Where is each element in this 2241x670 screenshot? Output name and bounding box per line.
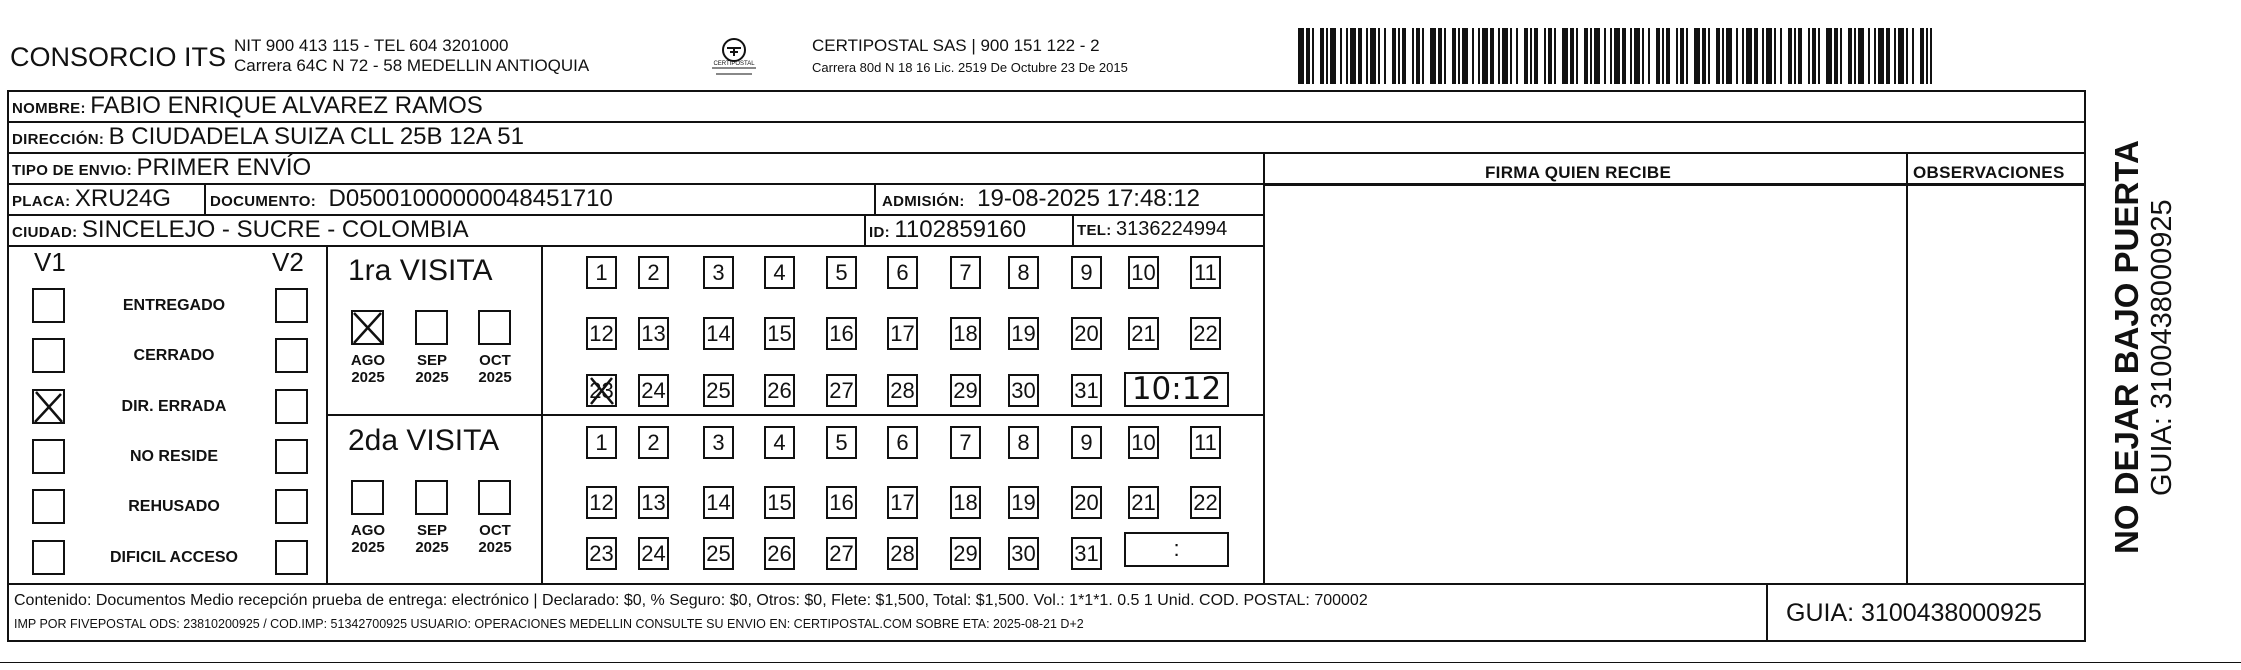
admision-field [882, 185, 1200, 213]
barcode-bar [1874, 28, 1876, 84]
barcode-bar [1834, 28, 1838, 84]
barcode-bar [1398, 28, 1400, 84]
v2-checkbox-rehusado[interactable] [275, 489, 308, 524]
barcode-bar [1452, 28, 1456, 84]
barcode-bar [1366, 28, 1368, 84]
barcode-bar [1392, 28, 1396, 84]
second-visit-day-11[interactable]: 11 [1190, 426, 1221, 459]
barcode-bar [1584, 28, 1588, 84]
first-visit-day-23[interactable]: 23 [586, 374, 617, 407]
barcode-bar [1416, 28, 1420, 84]
ciudad-value: SINCELEJO - SUCRE - COLOMBIA [81, 216, 469, 243]
tel-field [1077, 218, 1227, 241]
barcode-bar [1648, 28, 1650, 84]
tipo-envio-value: PRIMER ENVÍO [136, 154, 312, 181]
second-visit-day-5[interactable]: 5 [826, 426, 857, 459]
signature-area[interactable] [1265, 187, 1906, 583]
ciudad-label: CIUDAD: [12, 224, 78, 241]
barcode-bar [1350, 28, 1356, 84]
barcode-bar [1444, 28, 1446, 84]
status-label-cerrado: CERRADO [133, 347, 215, 364]
barcode-bar [1340, 28, 1342, 84]
barcode-bar [1462, 28, 1468, 84]
first-visit-day-21[interactable]: 21 [1128, 317, 1159, 350]
second-visit-day-18[interactable]: 18 [950, 486, 981, 519]
v2-checkbox-cerrado[interactable] [275, 338, 308, 373]
barcode-bar [1634, 28, 1640, 84]
barcode-bar [1848, 28, 1852, 84]
first-visit-day-27[interactable]: 27 [826, 374, 857, 407]
barcode-bar [1438, 28, 1442, 84]
second-visit-day-19[interactable]: 19 [1008, 486, 1039, 519]
tipo-envio-label: TIPO DE ENVIO: [12, 162, 133, 179]
barcode-bar [1726, 28, 1732, 84]
second-visit-month-label: SEP 2025 [415, 522, 449, 556]
barcode-bar [1510, 28, 1512, 84]
status-label-dificil-acceso: DIFICIL ACCESO [109, 549, 238, 566]
barcode-bar [1808, 28, 1810, 84]
second-visit-day-27[interactable]: 27 [826, 537, 857, 570]
first-visit-day-6[interactable]: 6 [887, 256, 918, 289]
barcode-bar [1754, 28, 1758, 84]
second-visit-time[interactable]: : [1124, 532, 1229, 567]
barcode-bar [1604, 28, 1606, 84]
barcode-bar [1614, 28, 1620, 84]
firma-header: FIRMA QUIEN RECIBE [1485, 163, 1672, 182]
id-label: ID: [869, 224, 890, 241]
barcode-bar [1912, 28, 1914, 84]
observations-area[interactable] [1908, 187, 2084, 583]
first-visit-day-4[interactable]: 4 [764, 256, 795, 289]
v1-checkbox-dificil-acceso[interactable] [32, 540, 65, 575]
barcode-bar [1482, 28, 1488, 84]
side-guia: GUIA: 3100438000925 [2146, 199, 2178, 496]
second-visit-day-29[interactable]: 29 [950, 537, 981, 570]
second-visit-day-23[interactable]: 23 [586, 537, 617, 570]
documento-label: DOCUMENTO: [210, 193, 317, 210]
barcode-bar [1656, 28, 1660, 84]
v2-checkbox-dificil-acceso[interactable] [275, 540, 308, 575]
direccion-label: DIRECCIÓN: [12, 131, 105, 148]
admision-value: 19-08-2025 17:48:12 [977, 185, 1201, 212]
v2-checkbox-no-reside[interactable] [275, 439, 308, 474]
barcode-bar [1662, 28, 1664, 84]
nombre-value: FABIO ENRIQUE ALVAREZ RAMOS [90, 92, 483, 119]
barcode-bar [1370, 28, 1376, 84]
first-visit-day-29[interactable]: 29 [950, 374, 981, 407]
barcode-bar [1530, 28, 1532, 84]
logo-caption: CERTIPOSTAL [713, 61, 755, 67]
barcode-bar [1926, 28, 1928, 84]
barcode-bar [1762, 28, 1764, 84]
first-visit-day-12[interactable]: 12 [586, 317, 617, 350]
first-visit-day-30[interactable]: 30 [1008, 374, 1039, 407]
barcode-bar [1930, 28, 1932, 84]
barcode-bar [1858, 28, 1864, 84]
barcode-bar [1798, 28, 1802, 84]
footer-guia: GUIA: 3100438000925 [1786, 599, 2042, 627]
barcode-bar [1878, 28, 1884, 84]
second-visit-month-oct[interactable] [478, 480, 511, 515]
first-visit-time[interactable]: 10:12 [1124, 372, 1229, 407]
first-visit-title: 1ra VISITA [348, 254, 493, 287]
second-visit-day-28[interactable]: 28 [887, 537, 918, 570]
barcode-bar [1472, 28, 1474, 84]
barcode-bar [1898, 28, 1904, 84]
courier-name: CERTIPOSTAL SAS | 900 151 122 - 2 [812, 36, 1100, 55]
company-name: CONSORCIO ITS [10, 42, 227, 72]
barcode-bar [1722, 28, 1724, 84]
status-label-dir-errada: DIR. ERRADA [121, 398, 227, 415]
second-visit-day-14[interactable]: 14 [703, 486, 734, 519]
barcode-bar [1716, 28, 1720, 84]
second-visit-day-20[interactable]: 20 [1071, 486, 1102, 519]
barcode-bar [1622, 28, 1626, 84]
second-visit-month-sep[interactable] [415, 480, 448, 515]
documento-value: D05001000000048451710 [328, 185, 613, 212]
second-visit-day-17[interactable]: 17 [887, 486, 918, 519]
barcode-bar [1702, 28, 1706, 84]
second-visit-day-9[interactable]: 9 [1071, 426, 1102, 459]
first-visit-month-ago[interactable] [351, 310, 384, 345]
second-visit-day-3[interactable]: 3 [703, 426, 734, 459]
first-visit-day-20[interactable]: 20 [1071, 317, 1102, 350]
company-nit: NIT 900 413 115 - TEL 604 3201000 [234, 36, 509, 55]
barcode-bar [1422, 28, 1424, 84]
barcode-bar [1812, 28, 1816, 84]
v1-checkbox-dir-errada[interactable] [32, 389, 65, 424]
v2-checkbox-entregado[interactable] [275, 288, 308, 323]
first-visit-day-13[interactable]: 13 [638, 317, 669, 350]
documento-field [210, 185, 613, 213]
barcode-bar [1544, 28, 1546, 84]
barcode-bar [1378, 28, 1380, 84]
second-visit-day-25[interactable]: 25 [703, 537, 734, 570]
first-visit-month-sep[interactable] [415, 310, 448, 345]
barcode-bar [1736, 28, 1738, 84]
barcode-bar [1516, 28, 1518, 84]
barcode-bar [1490, 28, 1494, 84]
barcode-bar [1412, 28, 1414, 84]
barcode-bar [1794, 28, 1796, 84]
barcode-bar [1906, 28, 1908, 84]
first-visit-month-label: AGO 2025 [350, 352, 386, 386]
first-visit-day-1[interactable]: 1 [586, 256, 617, 289]
barcode-bar [1840, 28, 1842, 84]
second-visit-day-15[interactable]: 15 [764, 486, 795, 519]
status-label-no-reside: NO RESIDE [129, 448, 218, 465]
placa-value: XRU24G [74, 185, 171, 212]
barcode-bar [1576, 28, 1578, 84]
first-visit-day-17[interactable]: 17 [887, 317, 918, 350]
first-visit-day-9[interactable]: 9 [1071, 256, 1102, 289]
barcode-bar [1320, 28, 1324, 84]
barcode-bar [1630, 28, 1632, 84]
barcode-bar [1402, 28, 1406, 84]
v1-checkbox-cerrado[interactable] [32, 338, 65, 373]
barcode-bar [1642, 28, 1644, 84]
barcode-bar [1788, 28, 1792, 84]
second-visit-day-1[interactable]: 1 [586, 426, 617, 459]
barcode-bar [1478, 28, 1480, 84]
first-visit-month-label: OCT 2025 [478, 352, 512, 386]
barcode-bar [1298, 28, 1304, 84]
barcode-bar [1346, 28, 1348, 84]
barcode-bar [1306, 28, 1310, 84]
barcode-bar [1458, 28, 1460, 84]
tipo-envio-row [12, 154, 311, 182]
barcode-bar [1498, 28, 1500, 84]
direccion-value: B CIUDADELA SUIZA CLL 25B 12A 51 [108, 123, 524, 150]
contenido-text: Contenido: Documentos Medio recepción prueba de entrega: electrónico | Declarado: $0, % Seguro: $0, Otros: $0, Flete: $1,500, Total: $1,500. Vol.: 1*1*1. 0.5 1 Unid. COD. POSTAL: 700002 [14, 592, 1368, 609]
placa-field [12, 185, 171, 213]
barcode-bar [1686, 28, 1688, 84]
barcode-bar [1854, 28, 1856, 84]
v2-label: V2 [272, 247, 304, 277]
barcode-bar [1774, 28, 1776, 84]
first-visit-day-22[interactable]: 22 [1190, 317, 1221, 350]
first-visit-day-8[interactable]: 8 [1008, 256, 1039, 289]
admision-label: ADMISIÓN: [882, 193, 965, 210]
barcode-bar [1502, 28, 1508, 84]
second-visit-month-ago[interactable] [351, 480, 384, 515]
observaciones-header: OBSERVACIONES [1913, 163, 2065, 182]
barcode-bar [1680, 28, 1684, 84]
first-visit-month-label: SEP 2025 [415, 352, 449, 386]
barcode-bar [1524, 28, 1528, 84]
second-visit-day-7[interactable]: 7 [950, 426, 981, 459]
status-label-rehusado: REHUSADO [128, 498, 220, 515]
barcode-bar [1326, 28, 1328, 84]
first-visit-day-10[interactable]: 10 [1128, 256, 1159, 289]
second-visit-day-21[interactable]: 21 [1128, 486, 1159, 519]
first-visit-day-5[interactable]: 5 [826, 256, 857, 289]
barcode-bar [1742, 28, 1744, 84]
tel-value: 3136224994 [1115, 218, 1228, 240]
second-visit-day-6[interactable]: 6 [887, 426, 918, 459]
second-visit-day-10[interactable]: 10 [1128, 426, 1159, 459]
status-label-entregado: ENTREGADO [122, 297, 226, 314]
barcode-bar [1818, 28, 1820, 84]
ciudad-field [12, 216, 469, 244]
second-visit-day-26[interactable]: 26 [764, 537, 795, 570]
barcode-bar [1562, 28, 1568, 84]
second-visit-day-2[interactable]: 2 [638, 426, 669, 459]
barcode-bar [1312, 28, 1314, 84]
barcode-bar [1780, 28, 1782, 84]
barcode-bar [1590, 28, 1592, 84]
barcode-bar [1694, 28, 1700, 84]
v1-label: V1 [34, 247, 66, 277]
barcode-bar [1548, 28, 1552, 84]
company-address: Carrera 64C N 72 - 58 MEDELLIN ANTIOQUIA [234, 56, 590, 75]
side-warning: NO DEJAR BAJO PUERTA [2108, 140, 2145, 554]
first-visit-day-14[interactable]: 14 [703, 317, 734, 350]
barcode-bar [1358, 28, 1362, 84]
second-visit-day-24[interactable]: 24 [638, 537, 669, 570]
nombre-row [12, 92, 483, 120]
barcode-bar [1430, 28, 1436, 84]
second-visit-day-31[interactable]: 31 [1071, 537, 1102, 570]
second-visit-day-16[interactable]: 16 [826, 486, 857, 519]
first-visit-day-15[interactable]: 15 [764, 317, 795, 350]
v2-checkbox-dir-errada[interactable] [275, 389, 308, 424]
id-field [869, 216, 1026, 244]
v1-checkbox-no-reside[interactable] [32, 439, 65, 474]
imp-text: IMP POR FIVEPOSTAL ODS: 23810200925 / COD.IMP: 51342700925 USUARIO: OPERACIONES MEDELLIN CONSULTE SU ENVIO EN: CERTIPOSTAL.COM SOBRE ETA: 2025-08-21 D+2 [14, 617, 1084, 631]
first-visit-day-2[interactable]: 2 [638, 256, 669, 289]
barcode-bar [1894, 28, 1896, 84]
barcode-bar [1886, 28, 1890, 84]
second-visit-day-8[interactable]: 8 [1008, 426, 1039, 459]
barcode-bar [1868, 28, 1870, 84]
barcode-bar [1534, 28, 1538, 84]
second-visit-month-label: OCT 2025 [478, 522, 512, 556]
barcode-bar [1554, 28, 1556, 84]
first-visit-day-26[interactable]: 26 [764, 374, 795, 407]
barcode-bar [1570, 28, 1574, 84]
direccion-row [12, 123, 524, 151]
second-visit-month-label: AGO 2025 [350, 522, 386, 556]
first-visit-day-25[interactable]: 25 [703, 374, 734, 407]
second-visit-title: 2da VISITA [348, 424, 500, 457]
v1-checkbox-rehusado[interactable] [32, 489, 65, 524]
first-visit-day-3[interactable]: 3 [703, 256, 734, 289]
first-visit-day-24[interactable]: 24 [638, 374, 669, 407]
certipostal-logo [706, 36, 762, 80]
barcode-bar [1920, 28, 1924, 84]
barcode-bar [1746, 28, 1752, 84]
v1-checkbox-entregado[interactable] [32, 288, 65, 323]
barcode-bar [1676, 28, 1678, 84]
barcode-bar [1610, 28, 1612, 84]
barcode-bar [1666, 28, 1670, 84]
first-visit-day-16[interactable]: 16 [826, 317, 857, 350]
first-visit-day-28[interactable]: 28 [887, 374, 918, 407]
first-visit-day-31[interactable]: 31 [1071, 374, 1102, 407]
tel-label: TEL: [1077, 222, 1112, 239]
second-visit-day-13[interactable]: 13 [638, 486, 669, 519]
second-visit-day-4[interactable]: 4 [764, 426, 795, 459]
nombre-label: NOMBRE: [12, 100, 86, 117]
barcode-bar [1766, 28, 1772, 84]
second-visit-day-12[interactable]: 12 [586, 486, 617, 519]
first-visit-day-11[interactable]: 11 [1190, 256, 1221, 289]
courier-address: Carrera 80d N 18 16 Lic. 2519 De Octubre 23 De 2015 [812, 60, 1128, 75]
barcode [1298, 28, 1932, 84]
id-value: 1102859160 [894, 216, 1027, 243]
barcode-bar [1594, 28, 1600, 84]
barcode-bar [1826, 28, 1832, 84]
placa-label: PLACA: [12, 193, 71, 210]
second-visit-day-22[interactable]: 22 [1190, 486, 1221, 519]
barcode-bar [1384, 28, 1386, 84]
first-visit-month-oct[interactable] [478, 310, 511, 345]
first-visit-day-18[interactable]: 18 [950, 317, 981, 350]
first-visit-day-19[interactable]: 19 [1008, 317, 1039, 350]
barcode-bar [1708, 28, 1710, 84]
second-visit-day-30[interactable]: 30 [1008, 537, 1039, 570]
first-visit-day-7[interactable]: 7 [950, 256, 981, 289]
barcode-bar [1330, 28, 1336, 84]
